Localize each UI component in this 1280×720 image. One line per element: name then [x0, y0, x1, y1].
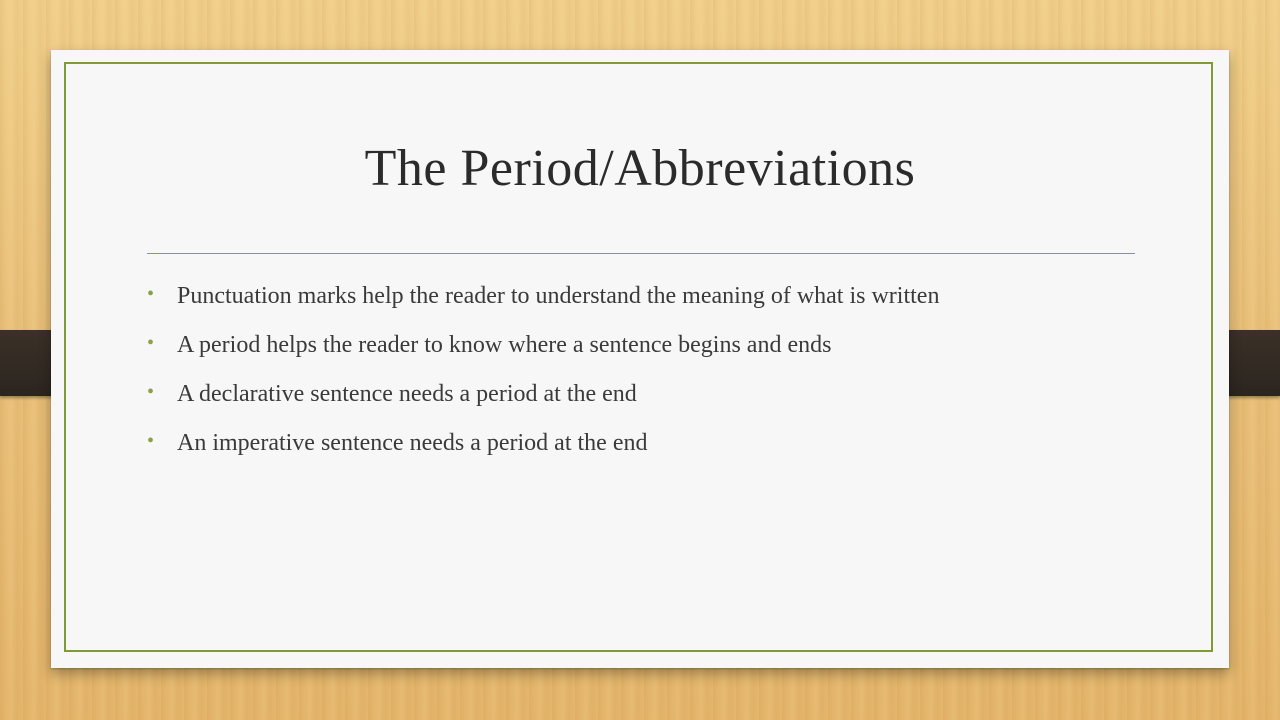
slide-paper	[51, 50, 1229, 668]
bullet-dot-icon: •	[147, 283, 155, 305]
slide-title: The Period/Abbreviations	[364, 140, 916, 197]
bullet-text: Punctuation marks help the reader to understand the meaning of what is written	[177, 283, 940, 309]
bullet-text: A period helps the reader to know where a sentence begins and ends	[177, 332, 832, 358]
bullet-dot-icon: •	[147, 332, 155, 354]
bullet-dot-icon: •	[147, 381, 155, 403]
bullet-dot-icon: •	[147, 430, 155, 452]
bullet-item	[147, 378, 1107, 411]
bullet-text: An imperative sentence needs a period at the end	[177, 430, 648, 456]
bullet-item	[147, 427, 1107, 460]
title-divider	[147, 253, 1135, 254]
bullet-text: A declarative sentence needs a period at the end	[177, 381, 637, 407]
bullet-list	[147, 280, 1107, 476]
bullet-item	[147, 280, 1107, 313]
bullet-item	[147, 329, 1107, 362]
